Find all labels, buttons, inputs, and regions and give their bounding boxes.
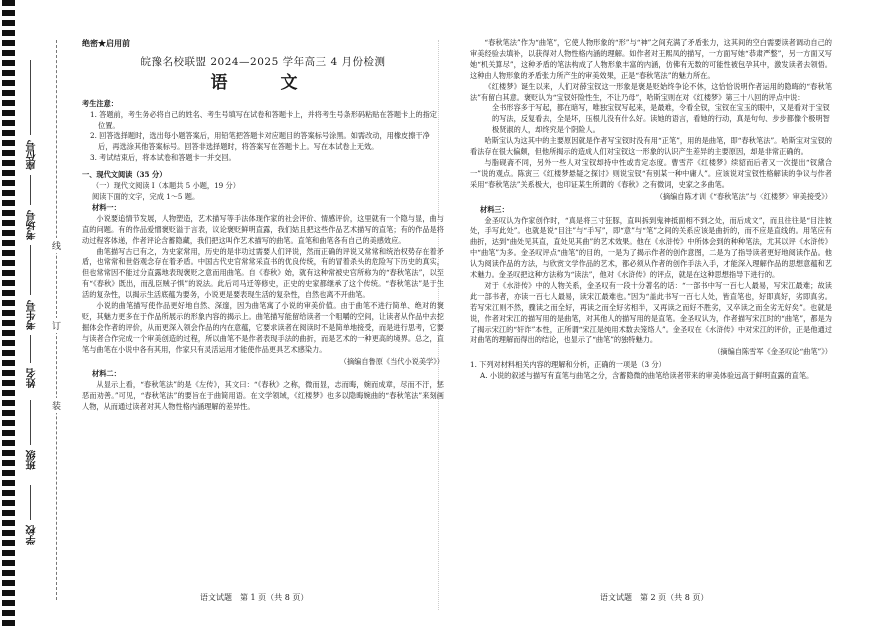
section-heading: 一、现代文阅读（35 分） [82, 170, 167, 180]
material-1-paragraph-3: 小说的曲笔描写使作品更好地自然、深邃，因为曲笔寓了小说的审美价值。由于曲笔不进行简单、绝对的褒贬，其魅力更多在于作品所展示的形象内容的揭示上。曲笔描写能留给读者一个咀嚼的空间，让读者从作品中去挖掘体会作者的评价，从而更深入领会作品的内在意蕴，它要求读者在阅读时不是简单地接受，而是进行思考，它要与读者合作完成一个审美创造的过程，所以曲笔不是作者表现手法的曲折，而是艺术的一种更高的境界。总之，直笔与曲笔在小说中各有其用，作家只有灵活运用才能使作品更具艺术感染力。 [82, 301, 444, 354]
material-3-paragraph-2: 对于《水浒传》中的人物关系，金圣叹有一段十分著名的话：“一部书中写一百七人最易，写宋江最难；故读此一部书者，亦读一百七人最易，读宋江最难也。”因为“盖此书写一百七人处，皆直笔也，好即真好，劣即真劣。若写宋江则不然，骤读之而全好，再读之而全好劣相半，又再读之而好不胜劣，又卒读之而全劣无好矣”。也就是说，作者对宋江的描写用的是曲笔，对其他人的描写用的是直笔。金圣叹认为，作者描写宋江时的“曲笔”，都是为了揭示宋江的“奸诈”本性，正所谓“宋江是纯用术数去笼络人”。金圣叹在《水浒传》中对宋江的评价，正是他通过对曲笔的理解而得出的结论，也显示了“曲笔”的独特魅力。 [470, 280, 832, 345]
school-line [30, 485, 31, 520]
material-1-paragraph-2: 曲笔描写古已有之，为史家常用，历史的是非功过需要人们评说，然而正确的评说又常常和统治权势存在着矛盾，也常常和世俗观念存在着矛盾。中国古代史官常常采直书的优良传统，有的冒着杀头的危险写下历史的真实，但也常常因不能过分直露地表现褒贬之意而用曲笔。自《春秋》始，就有这种常被史官所称为的“春秋笔法”，以至有“《春秋》既出，而乱臣贼子惧”的说法。此后司马迁等修史，正史的史家都继承了这个传统。“春秋笔法”是于生活的复杂性，以揭示生活底蕴为要务，小说更是要表现生活的复杂性，自然也离不开曲笔。 [82, 246, 444, 300]
page-right [470, 38, 832, 382]
footer-page-1: 语文试题 第 1 页（共 8 页） [200, 593, 309, 602]
notice-item-3: 3. 考试结束后，将本试卷和答题卡一并交回。 [90, 153, 236, 163]
material-1-source: （摘编自鲁原《当代小说美学》） [339, 356, 444, 366]
secret-mark: 绝密★启用前 [82, 38, 130, 48]
class-line [30, 400, 31, 445]
binding-margin [0, 0, 62, 630]
name-label: 姓名 [27, 368, 38, 388]
candidate-number-line [30, 245, 31, 295]
question-1-stem: 1. 下列对材料相关内容的理解和分析，正确的一项是（3 分） [470, 360, 666, 370]
material-1-heading: 材料一： [92, 202, 121, 212]
seat-number-line [30, 60, 31, 135]
material-3-paragraph-1: 金圣叹认为作家创作时，“真是将三寸狂豚，直叫拆到鬼神抵面相不到之处，而后成文”，而且往往是“目注彼处，手写此处”。也就是说“目注”与“手写”，即“意”与“笔”之间的关系应该是曲折的，而不应是直线的。用笔应有曲折，达到“曲处见其直，直处见其曲”的艺术效果。他在《水浒传》中所体会到的种种笔法，尤其以评《水浒传》中“曲笔”为多。金圣叹评点“曲笔”的目的，一是为了揭示作者的创作意图，二是为了指导读者更好地阅读作品。他认为阅读作品的方法，与欣赏文学作品的艺术，都必须从作者的创作手法入手，才能深入理解作品的思想意蕴和艺术魅力。金圣叹把这种方法称为“读法”，他对《水浒传》的评点，就是在这种思想指导下进行的。 [470, 215, 832, 280]
question-1-option-a: A. 小说的叙述与描写有直笔与曲笔之分，含蓄隐微的曲笔给读者带来的审美体验远高于鲜明直露的直笔。 [480, 371, 814, 381]
material-3-heading: 材料三： [480, 204, 509, 214]
exam-title: 皖豫名校联盟 2024—2025 学年高三 4 月份检测 [140, 55, 386, 68]
material-3-source: （摘编自陈雪军《金圣叹论“曲笔”》） [713, 347, 832, 357]
footer-page-2: 语文试题 第 2 页（共 8 页） [600, 593, 709, 602]
binding-char-bind: 装 [52, 398, 61, 413]
material-2-heading: 材料二： [92, 369, 121, 379]
page-left [82, 38, 444, 413]
notice-item-2: 2. 回答选择题时，选出每小题答案后，用铅笔把答题卡对应题目的答案标号涂黑。如需改动，用橡皮擦干净后，再选涂其他答案标号。回答非选择题时，将答案写在答题卡上。写在本试卷上无效。 [90, 131, 430, 152]
candidate-number-label: 考生号 [27, 300, 38, 330]
material-2-quotation: 全书形容多于写起，都在暗写，唯独宝钗写起来，是最难，令看全钗，宝钗在宝玉的眼中，又是看对于宝钗的写法，反复看去，全是坏，压根儿没有什么好。读她的语言，看她的行动，真是句句、步步都像个极明智极贤淑的人，却终究是个阴险人。 [492, 103, 830, 135]
material-1-paragraph-1: 小说要追情节发展，人物塑造，艺术描写等手法体现作家的社会评价、情感评价，这里就有一个隐与显，曲与直的问题。有的作品爱憎褒贬溢于言表，议论褒贬鲜明直露，我们姑且把这些作品艺术描写的直笔；有的作品是将动过程客体递，作者评论含蓄隐藏，我们把这叫作艺术描写的曲笔。直笔和曲笔各有自己的美感效应。 [82, 213, 444, 245]
binding-char-staple: 订 [52, 318, 61, 333]
material-2-paragraph-3: 《红楼梦》诞生以来，人们对薛宝钗这一形象是褒是贬始终争论不休，这恰恰说明作者运用的隐晦的“春秋笔法”有留白其意。褒贬认为“宝钗奸险性生，不让乃母”，哈斯宝则在对《红楼梦》第三十八回的评点中说： [470, 81, 832, 102]
material-2-paragraph-1: 从显示上看，“春秋笔法”的是《左传》，其文曰：“《春秋》之称，微而显，志而晦，婉而成章，尽而不汙，惩恶而劝善。”可见，“春秋笔法”的要旨在于曲简用语。在文学领域，《红楼梦》也多以隐晦婉曲的“春秋笔法”来刻画人物，从而通过读者对其人物性格内涵理解的差异性。 [82, 380, 444, 412]
reading-instruction: 阅读下面的文字，完成 1～5 题。 [92, 191, 200, 201]
room-number-line [30, 175, 31, 205]
name-line [30, 335, 31, 363]
school-label: 学校 [27, 525, 38, 545]
notice-title: 考生注意： [82, 98, 118, 108]
material-2-paragraph-4: 哈斯宝认为这其中的主要原因就是作者写宝钗时没有用“正笔”，用的是曲笔，即“春秋笔法”。哈斯宝对宝钗的看法存在很大偏颇，但他所揭示的造成人们对宝钗这一形象的认识产生差异的主要原因，却是非常正确的。 [470, 136, 832, 157]
barcode-stripes [2, 0, 15, 630]
room-number-label: 考场号 [27, 210, 38, 240]
class-label: 班级 [27, 450, 38, 470]
binding-char-line: 线 [52, 238, 61, 253]
notice-item-1: 1. 答题前，考生务必将自己的姓名、考生号填写在试卷和答题卡上，并将考生号条形码粘贴在答题卡上的指定位置。 [90, 109, 437, 130]
subject-title: 语 文 [210, 72, 316, 93]
material-2-paragraph-2: “春秋笔法”作为“曲笔”，它使人物形象的“形”与“神”之间充满了矛盾张力，这其间的空白需要读者调动自己的审美经验去填补，以获得对人物性格内涵的理解。如作者对王熙凤的描写，一方面写她“恭肃严整”，另一方面又写她“机关算尽”，这种矛盾的笔法构成了人物形象丰富的内涵，仿佛有无数的可能性被包孕其中，激发读者去领悟。这种由人物形象的矛盾张力所产生的审美效果，正是“春秋笔法”的魅力所在。 [470, 38, 832, 80]
seat-number-label: 座位号 [27, 140, 38, 170]
subsection-heading: （一）现代文阅读 Ⅰ（本题共 5 小题，19 分） [92, 181, 240, 191]
material-2-paragraph-5: 与脂砚斋不同，另外一些人对宝钗却持中性或肯定态度。曹雪芹《红楼梦》续貂而后者又一次提出“钗黛合一”说的观点。陈寅三《红楼梦悬疑之探讨》则说宝钗“有别某一种中庸人”。应该说对宝钗性格解读的争议与作者采用“春秋笔法”关系极大，也印证某生所谓的《春秋》之有微词，史家之多曲笔。 [470, 157, 832, 189]
material-2-source: （摘编自陈才训《“春秋笔法”与〈红楼梦〉审美接受》） [655, 191, 832, 201]
